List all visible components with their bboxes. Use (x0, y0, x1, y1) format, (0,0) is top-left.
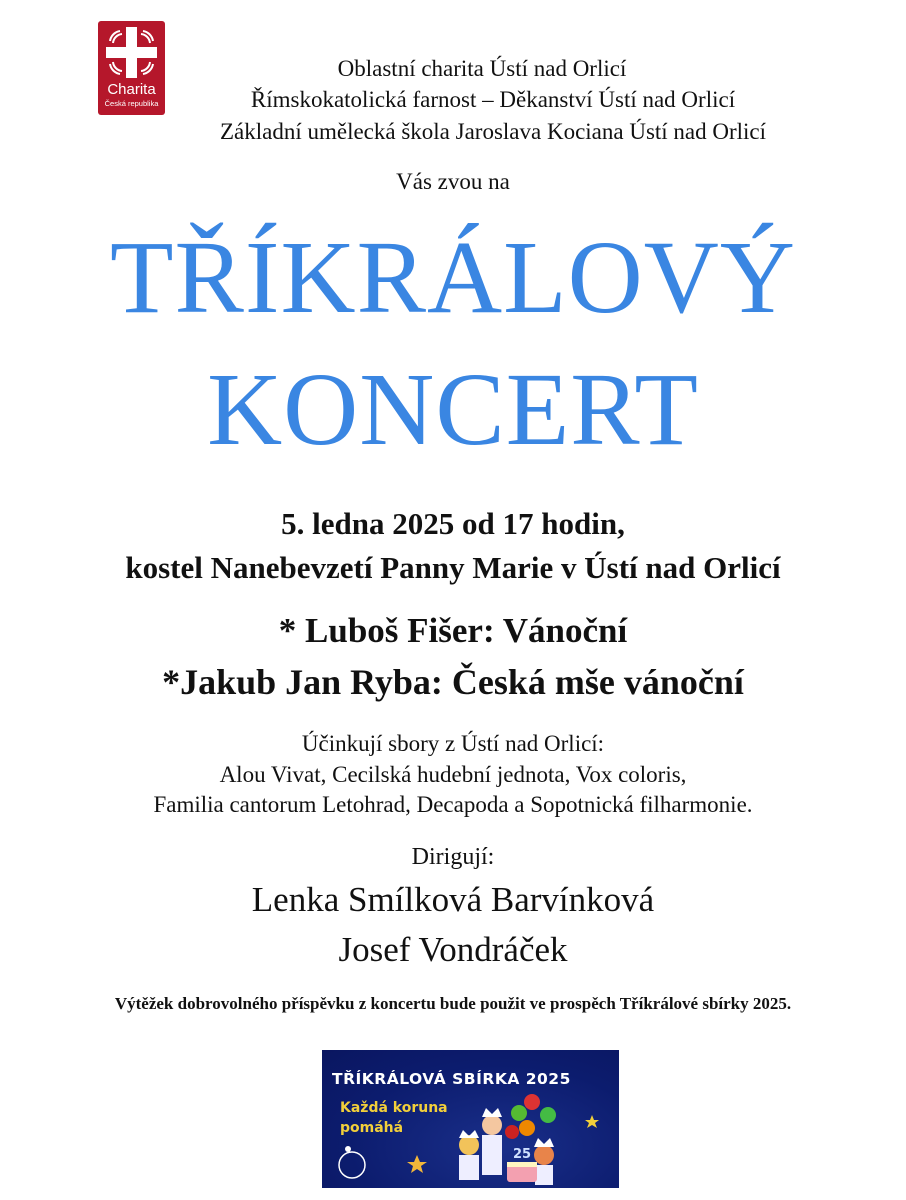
logo-name: Charita (107, 81, 156, 98)
conductor-2: Josef Vondráček (338, 930, 568, 969)
trikralova-sbirka-banner (322, 1050, 619, 1188)
organizer-3: Základní umělecká škola Jaroslava Kociana Ústí nad Orlicí (219, 119, 767, 144)
three-kings-illustration (322, 1050, 619, 1188)
banner-slogan-2: pomáhá (340, 1120, 404, 1136)
banner-slogan-1: Každá koruna (340, 1100, 448, 1116)
conductor-1: Lenka Smílková Barvínková (251, 880, 655, 919)
cake-number: 25 (512, 1147, 532, 1162)
performers-line-2: Familia cantorum Letohrad, Decapoda a Sopotnická filharmonie. (153, 792, 753, 817)
logo-subtitle: Česká republika (104, 99, 159, 108)
title-line-1: TŘÍKRÁLOVÝ (110, 220, 796, 335)
program-2: *Jakub Jan Ryba: Česká mše vánoční (162, 662, 744, 702)
banner-title: TŘÍKRÁLOVÁ SBÍRKA 2025 (332, 1070, 571, 1088)
conductors-heading: Dirigují: (411, 844, 495, 870)
program-1: * Luboš Fišer: Vánoční (278, 611, 628, 650)
organizer-2: Římskokatolická farnost – Děkanství Ústí nad Orlicí (250, 87, 736, 112)
invite-text: Vás zvou na (396, 169, 510, 194)
performers-line-1: Alou Vivat, Cecilská hudební jednota, Vox coloris, (219, 762, 687, 787)
performers-heading: Účinkují sbory z Ústí nad Orlicí: (301, 731, 605, 756)
proceeds-note: Výtěžek dobrovolného příspěvku z koncertu bude použit ve prospěch Tříkrálové sbírky 2025. (114, 994, 792, 1013)
event-date: 5. ledna 2025 od 17 hodin, (281, 506, 625, 541)
event-venue: kostel Nanebevzetí Panny Marie v Ústí nad Orlicí (125, 550, 781, 585)
organizer-1: Oblastní charita Ústí nad Orlicí (337, 56, 627, 81)
title-line-2: KONCERT (207, 352, 699, 467)
